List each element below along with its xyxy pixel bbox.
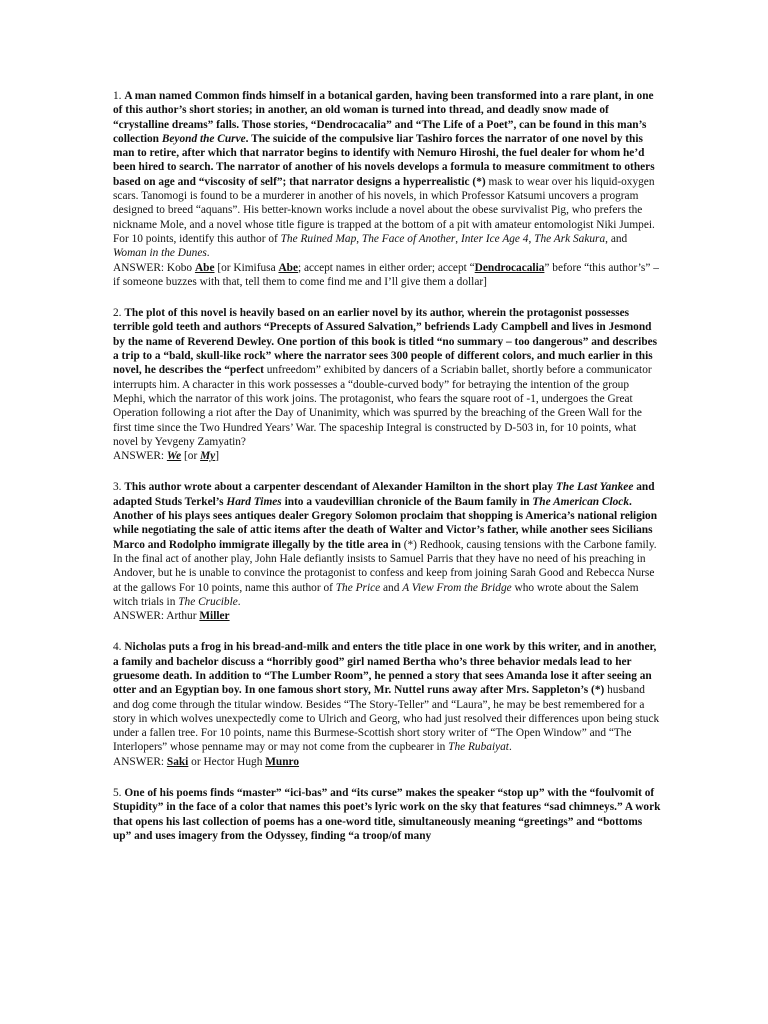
answer-line: ANSWER: We [or My] bbox=[113, 450, 219, 463]
question-2 bbox=[113, 306, 661, 463]
question-text bbox=[113, 786, 661, 843]
power-text: The plot of this novel is heavily based on an earlier novel by its author, wherein the protagonist possesses terrible gold teeth and authors “Precepts of Assured Salvation,” befriends Lady Campbell and lives in Jesmond by the name of Reverend Dewley. One portion of this book is titled “no summary – too dangerous” and describes a trip to a “bald, skull-like rock” where the narrator sees 300 people of different colors, and much earlier in this novel, he describes the “perfect bbox=[113, 307, 658, 377]
question-text bbox=[113, 640, 661, 754]
question-text bbox=[113, 480, 661, 609]
question-4 bbox=[113, 640, 661, 769]
power-text: Nicholas puts a frog in his bread-and-milk and enters the title place in one work by this writer, and in another, a family and bachelor discuss a “horribly good” girl named Bertha who’s three behavior medals lead to her gruesome death. In addition to “The Lumber Room”, he penned a story that sees Amanda lose it after seeing an otter and an Egyptian boy. In one famous short story, Mr. Nuttel runs away after Mrs. Sappleton’s (*) bbox=[113, 641, 657, 697]
question-5 bbox=[113, 786, 661, 843]
clue-text: unfreedom” exhibited by dancers of a Scriabin ballet, shortly before a communicator interrupts him. A character in this work possesses a “double-curved body” for betraying the intention of the group Mephi, which the narrator of this work joins. The protagonist, who fears the square root of -1, undergoes the Great Operation following a riot after the Day of Unanimity, which was spurred by the breaching of the Green Wall for the first time since the Two Hundred Years’ War. The spaceship Integral is constructed by D-503 in, for 10 points, what novel by Yevgeny Zamyatin? bbox=[113, 364, 652, 448]
power-text: A man named Common finds himself in a botanical garden, having been transformed into a rare plant, in one of this author’s short stories; in another, an old woman is turned into thread, and deadly snow made of “crystalline dreams” falls. Those stories, “Dendrocacalia” and “The Life of a Poet”, can be found in this man’s collection Beyond the Curve. The suicide of the compulsive liar Tashiro forces the narrator of one novel by this man to retire, after which that narrator begins to identify with Nemuro Hiroshi, the fuel dealer for whom he’d been hired to search. The narrator of another of his novels develops a formula to measure commitment to others based on age and “viscosity of self”; that narrator designs a hyperrealistic (*) bbox=[113, 90, 655, 188]
question-number: 1. bbox=[113, 90, 122, 102]
clue-text: mask to wear over his liquid-oxygen scars. Tanomogi is found to be a murderer in another of his novels, in which Professor Katsumi uncovers a program designed to breed “aquans”. His better-known works include a novel about the obese survivalist Pig, who prefers the nickname Mole, and a novel whose title figure is trapped at the bottom of a pit with amateur entomologist Niki Jumpei. For 10 points, identify this author of The Ruined Map, The Face of Another, Inter Ice Age 4, The Ark Sakura, and Woman in the Dunes. bbox=[113, 175, 655, 260]
question-text bbox=[113, 89, 661, 261]
question-3 bbox=[113, 480, 661, 623]
power-text: One of his poems finds “master” “ici-bas” and “its curse” makes the speaker “stop up” with the “foulvomit of Stupidity” in the face of a color that names this poet’s lyric work on the sky that features “sad chimneys.” A work that opens his last collection of poems has a one-word title, simultaneously meaning “greetings” and “bottoms up” and uses imagery from the Odyssey, finding “a troop/of many bbox=[113, 787, 661, 842]
clue-text: husband and dog come through the titular window. Besides “The Story-Teller” and “Laura”, he may be best remembered for a story in which wolves unexpectedly come to Ulrich and Georg, who had just resolved their differences upon being stuck under a fallen tree. For 10 points, name this Burmese-Scottish short story writer of “The Open Window” and “The Interlopers” whose penname may or may not come from the cupbearer in The Rubaiyat. bbox=[113, 684, 660, 754]
answer-line: ANSWER: Kobo Abe [or Kimifusa Abe; accept names in either order; accept “Dendrocacalia” before “this author’s” – if someone buzzes with that, tell them to come find me and I’ll give them a dollar] bbox=[113, 261, 659, 288]
question-document bbox=[113, 89, 661, 860]
power-text: This author wrote about a carpenter descendant of Alexander Hamilton in the short play The Last Yankee and adapted Studs Terkel’s Hard Times into a vaudevillian chronicle of the Baum family in The American Clock. Another of his plays sees antiques dealer Gregory Solomon proclaim that shopping is America’s national religion while negotiating the sale of attic items after the death of Walter and Victor’s father, while another sees Sicilians Marco and Rodolpho immigrate illegally by the title area in bbox=[113, 481, 658, 551]
clue-text: (*) Redhook, causing tensions with the Carbone family. In the final act of another play, John Hale defiantly insists to Samuel Parris that they have no need of his preaching in Andover, but he is unable to convince the protagonist to confess and keep from joining Sarah Good and Rebecca Nurse at the gallows For 10 points, name this author of The Price and A View From the Bridge who wrote about the Salem witch trials in The Crucible. bbox=[113, 538, 657, 608]
answer-line: ANSWER: Saki or Hector Hugh Munro bbox=[113, 755, 300, 768]
answer-line: ANSWER: Arthur Miller bbox=[113, 610, 230, 623]
question-1 bbox=[113, 89, 661, 289]
question-number: 5. bbox=[113, 787, 122, 800]
question-number: 4. bbox=[113, 641, 122, 654]
question-text bbox=[113, 306, 661, 449]
question-number: 2. bbox=[113, 307, 122, 320]
question-number: 3. bbox=[113, 481, 122, 494]
